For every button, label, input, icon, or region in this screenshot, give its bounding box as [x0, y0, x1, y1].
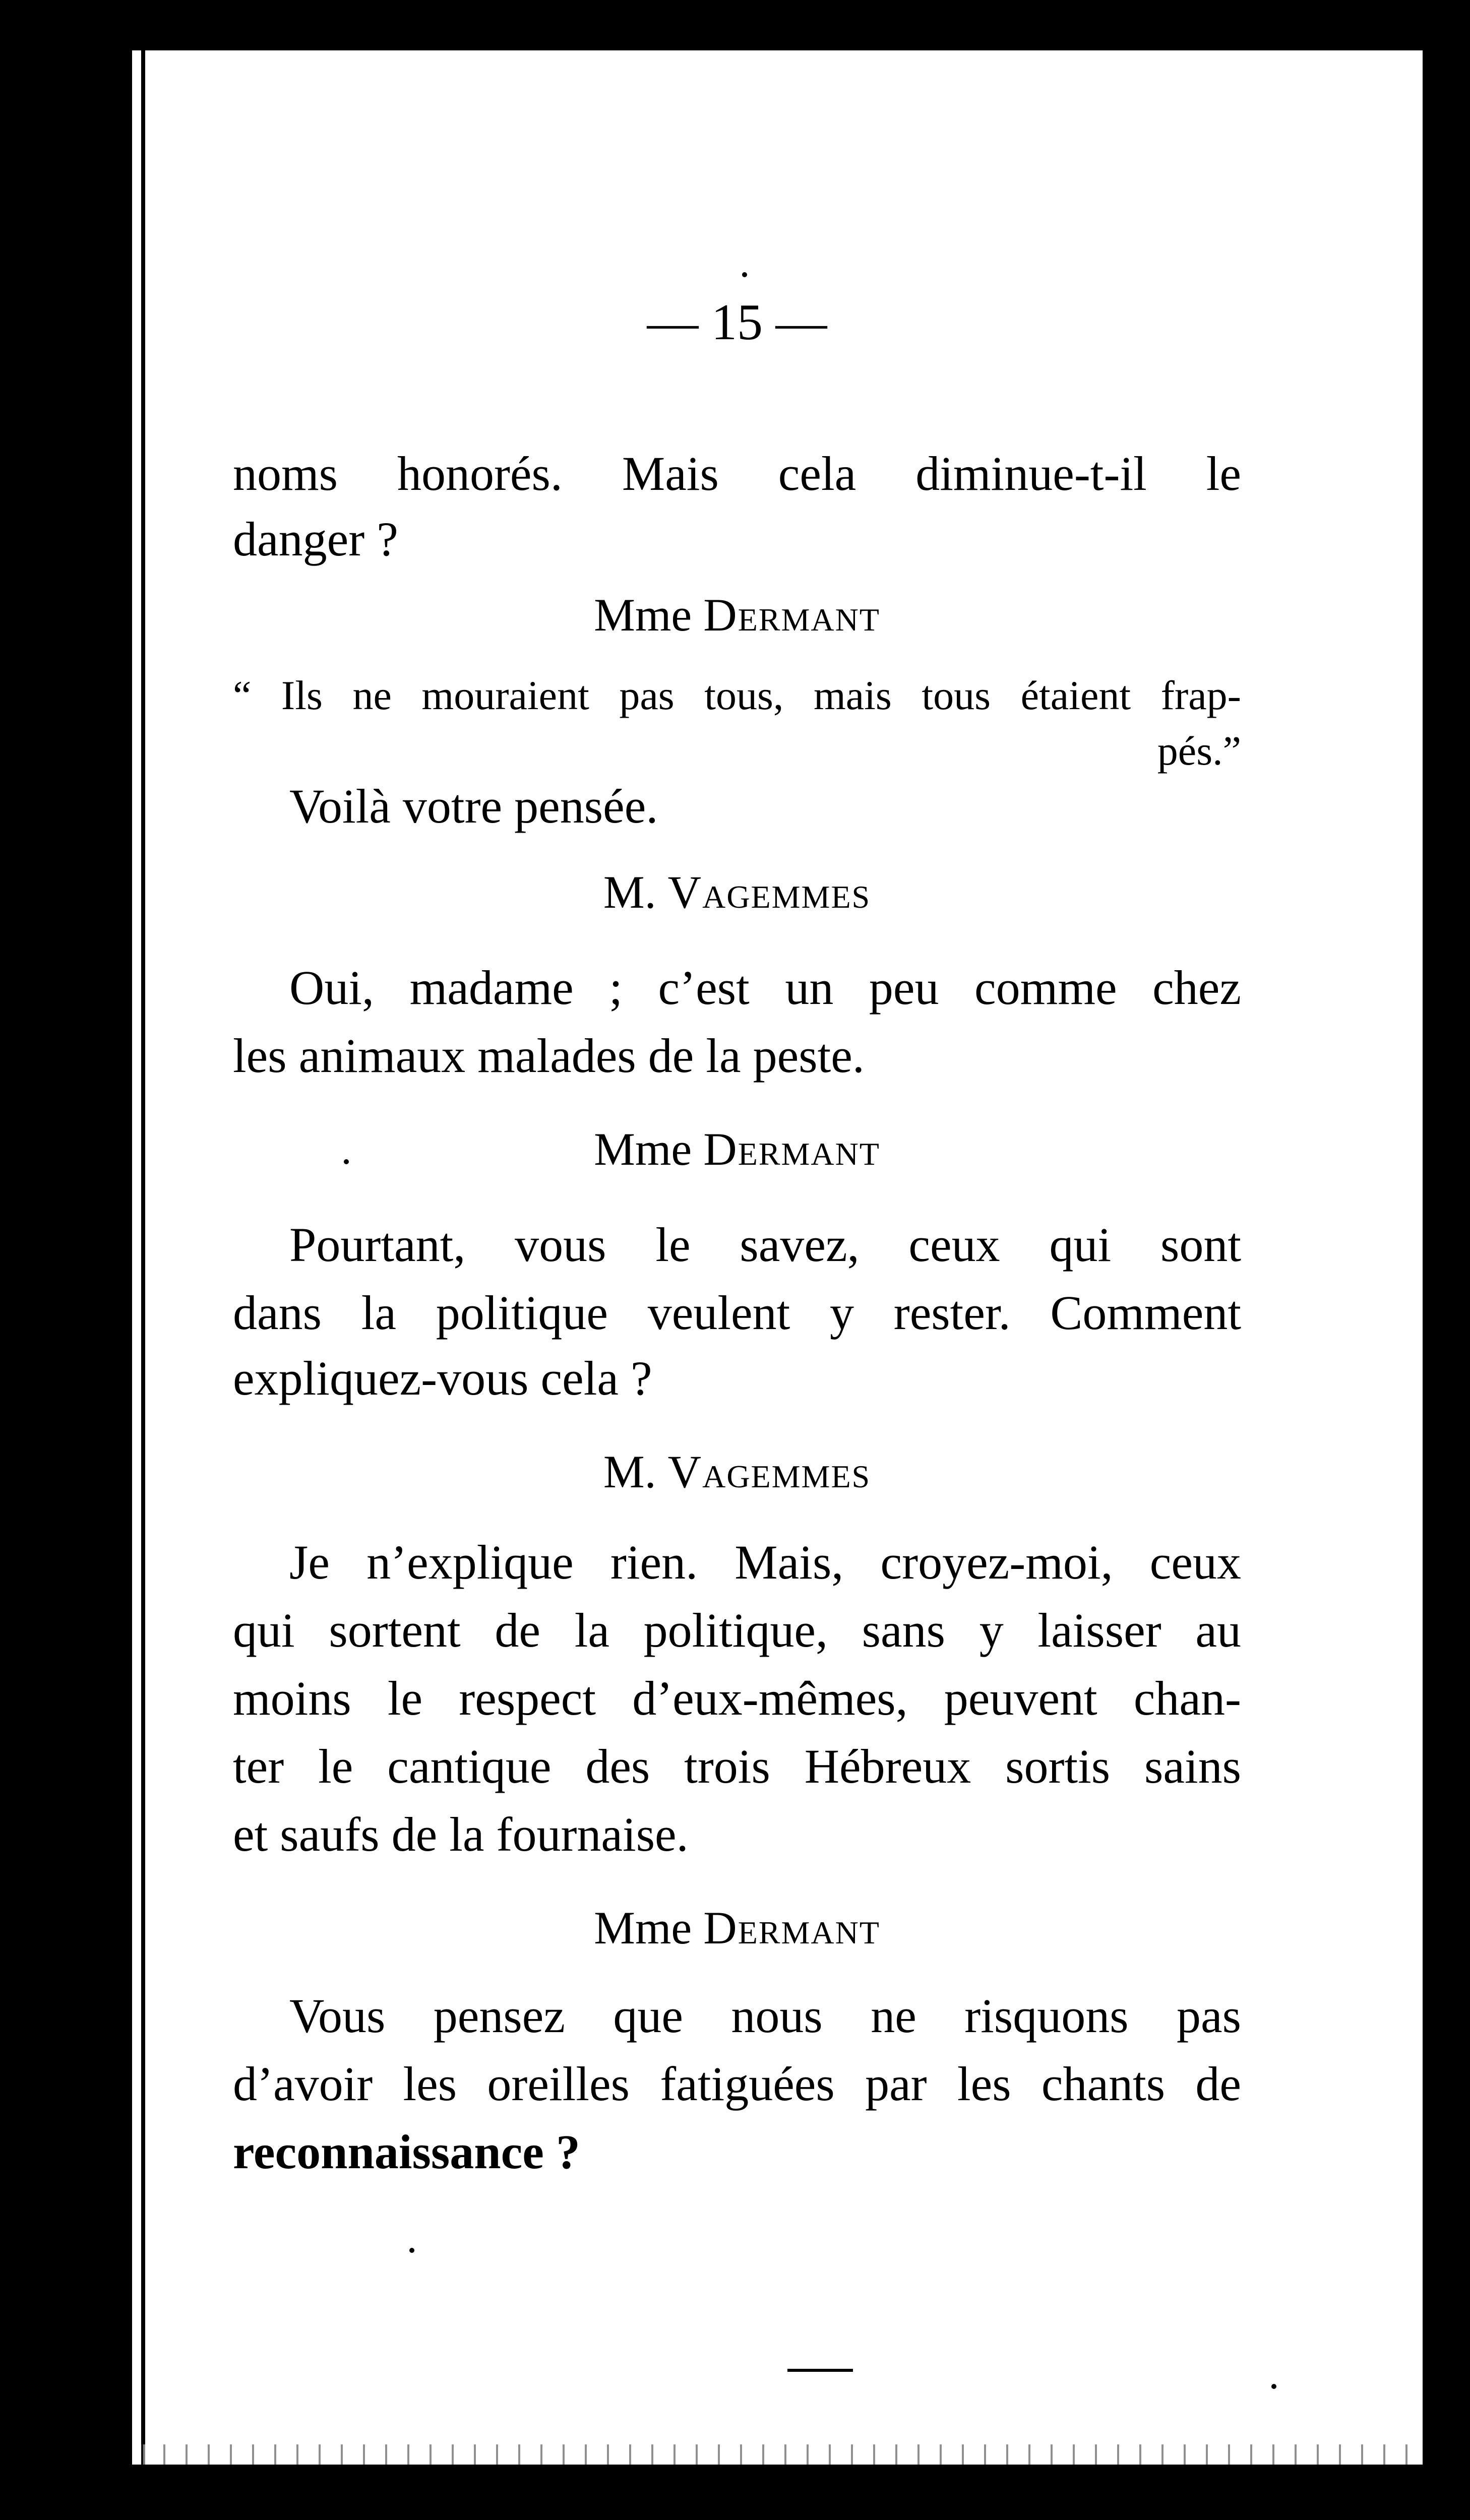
scan-noise	[132, 2444, 1423, 2465]
speaker-name: Dermant	[703, 589, 880, 641]
speaker-prefix: Mme	[594, 1123, 704, 1175]
book-page	[121, 50, 1423, 2465]
text-line: reconnaissance ?	[233, 2125, 580, 2179]
text-line: Vous pensez que nous ne risquons pas	[289, 1989, 1241, 2043]
text-line: les animaux malades de la peste.	[233, 1029, 865, 1083]
speaker-name: Vagemmes	[667, 1446, 871, 1497]
print-speck	[409, 2248, 414, 2253]
bottom-rule	[787, 2369, 853, 2372]
speaker-heading	[233, 862, 1241, 922]
print-speck	[1271, 2384, 1276, 2389]
text-line: d’avoir les oreilles fatiguées par les chants de	[233, 2057, 1241, 2111]
text-line: ter le cantique des trois Hébreux sortis sains	[233, 1739, 1241, 1793]
speaker-heading	[233, 585, 1241, 645]
speaker-prefix: M.	[603, 866, 668, 918]
text-line: Je n’explique rien. Mais, croyez-moi, ceux	[289, 1535, 1241, 1589]
print-speck	[344, 1159, 349, 1164]
speaker-heading	[233, 1119, 1241, 1179]
text-line: Voilà votre pensée.	[289, 779, 658, 833]
page-edge-rule	[141, 50, 145, 2465]
quote-line: pés.”	[1157, 728, 1241, 774]
text-line: Oui, madame ; c’est un peu comme chez	[289, 961, 1241, 1015]
speaker-prefix: M.	[603, 1446, 668, 1497]
text-line: noms honorés. Mais cela diminue-t-il le	[233, 447, 1241, 500]
speaker-heading	[233, 1898, 1241, 1958]
text-line: expliquez-vous cela ?	[233, 1351, 652, 1405]
text-line: Pourtant, vous le savez, ceux qui sont	[289, 1218, 1241, 1272]
speaker-heading	[233, 1441, 1241, 1502]
speaker-prefix: Mme	[594, 1902, 704, 1954]
speaker-name: Vagemmes	[667, 866, 871, 918]
quote-line: “ Ils ne mouraient pas tous, mais tous étaient frap-	[233, 672, 1241, 718]
page-number: — 15 —	[647, 294, 827, 351]
speaker-prefix: Mme	[594, 589, 704, 641]
speaker-name: Dermant	[703, 1902, 880, 1954]
text-line: danger ?	[233, 512, 398, 566]
text-line: dans la politique veulent y rester. Comment	[233, 1286, 1241, 1340]
text-line: et saufs de la fournaise.	[233, 1807, 689, 1861]
text-line: moins le respect d’eux-mêmes, peuvent chan-	[233, 1671, 1241, 1725]
print-speck	[742, 272, 747, 277]
speaker-name: Dermant	[703, 1123, 880, 1175]
text-line: qui sortent de la politique, sans y laisser au	[233, 1603, 1241, 1657]
